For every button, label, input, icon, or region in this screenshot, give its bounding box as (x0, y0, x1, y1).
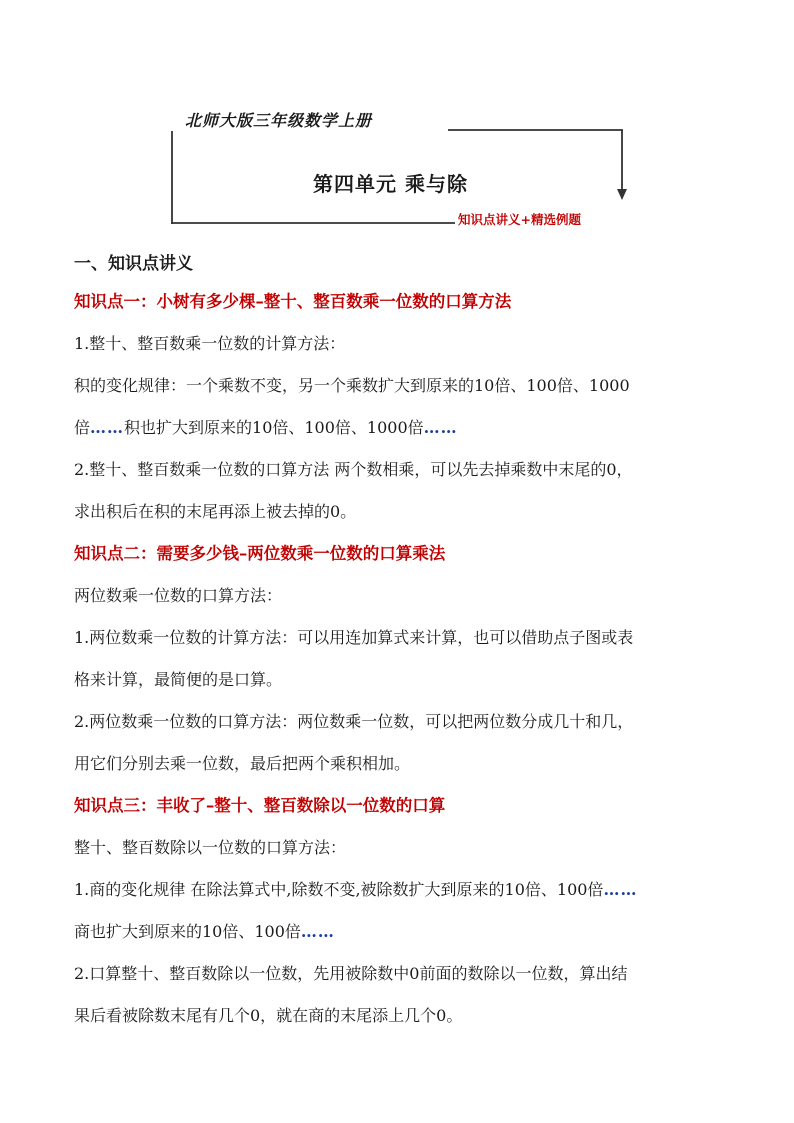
kp3-line: 2.口算整十、整百数除以一位数，先用被除数中0前面的数除以一位数，算出结 (74, 964, 628, 983)
kp3-body (74, 827, 734, 1037)
arrow-head-icon (617, 189, 627, 200)
kp2-title: 知识点二：需要多少钱–两位数乘一位数的口算乘法 (74, 544, 446, 563)
kp1-line: 1.整十、整百数乘一位数的计算方法： (74, 334, 346, 353)
kp3-text: 1.商的变化规律 在除法算式中,除数不变,被除数扩大到原来的10倍、100倍 (74, 880, 604, 899)
kp1-line: 积的变化规律：一个乘数不变，另一个乘数扩大到原来的10倍、100倍、1000 (74, 376, 630, 395)
book-title: 北师大版三年级数学上册 (185, 111, 373, 130)
kp3-line (74, 869, 734, 911)
kp1-text: 倍 (74, 418, 91, 437)
knowledge-point-2 (74, 533, 734, 785)
ellipsis: …… (603, 880, 638, 899)
kp3-line: 整十、整百数除以一位数的口算方法： (74, 838, 347, 857)
unit-subtitle: 知识点讲义+精选例题 (458, 212, 581, 227)
kp2-line: 两位数乘一位数的口算方法： (74, 586, 283, 605)
knowledge-point-3 (74, 785, 734, 1037)
unit-title: 第四单元 乘与除 (313, 172, 468, 196)
kp2-line: 2.两位数乘一位数的口算方法：两位数乘一位数，可以把两位数分成几十和几， (74, 712, 634, 731)
kp1-line: 2.整十、整百数乘一位数的口算方法 两个数相乘，可以先去掉乘数中末尾的0， (74, 460, 633, 479)
main-content (74, 248, 734, 1037)
kp1-line: 求出积后在积的末尾再添上被去掉的0。 (74, 502, 357, 521)
kp3-line: 果后看被除数末尾有几个0，就在商的末尾添上几个0。 (74, 1006, 463, 1025)
ellipsis: …… (423, 418, 458, 437)
kp1-text: 积也扩大到原来的10倍、100倍、1000倍 (124, 418, 424, 437)
kp3-text: 商也扩大到原来的10倍、100倍 (74, 922, 301, 941)
kp1-line (74, 407, 734, 449)
ellipsis: …… (90, 418, 125, 437)
kp3-title: 知识点三：丰收了–整十、整百数除以一位数的口算 (74, 796, 446, 815)
kp2-line: 用它们分别去乘一位数，最后把两个乘积相加。 (74, 754, 411, 773)
kp2-line: 格来计算，最简便的是口算。 (74, 670, 283, 689)
section-heading: 一、知识点讲义 (74, 254, 193, 274)
kp2-line: 1.两位数乘一位数的计算方法：可以用连加算式来计算，也可以借助点子图或表 (74, 628, 634, 647)
kp1-body (74, 323, 734, 533)
kp2-body (74, 575, 734, 785)
kp3-line (74, 911, 734, 953)
ellipsis: …… (300, 922, 335, 941)
knowledge-point-1 (74, 281, 734, 533)
kp1-title: 知识点一：小树有多少棵–整十、整百数乘一位数的口算方法 (74, 292, 512, 311)
header-frame (0, 0, 794, 250)
